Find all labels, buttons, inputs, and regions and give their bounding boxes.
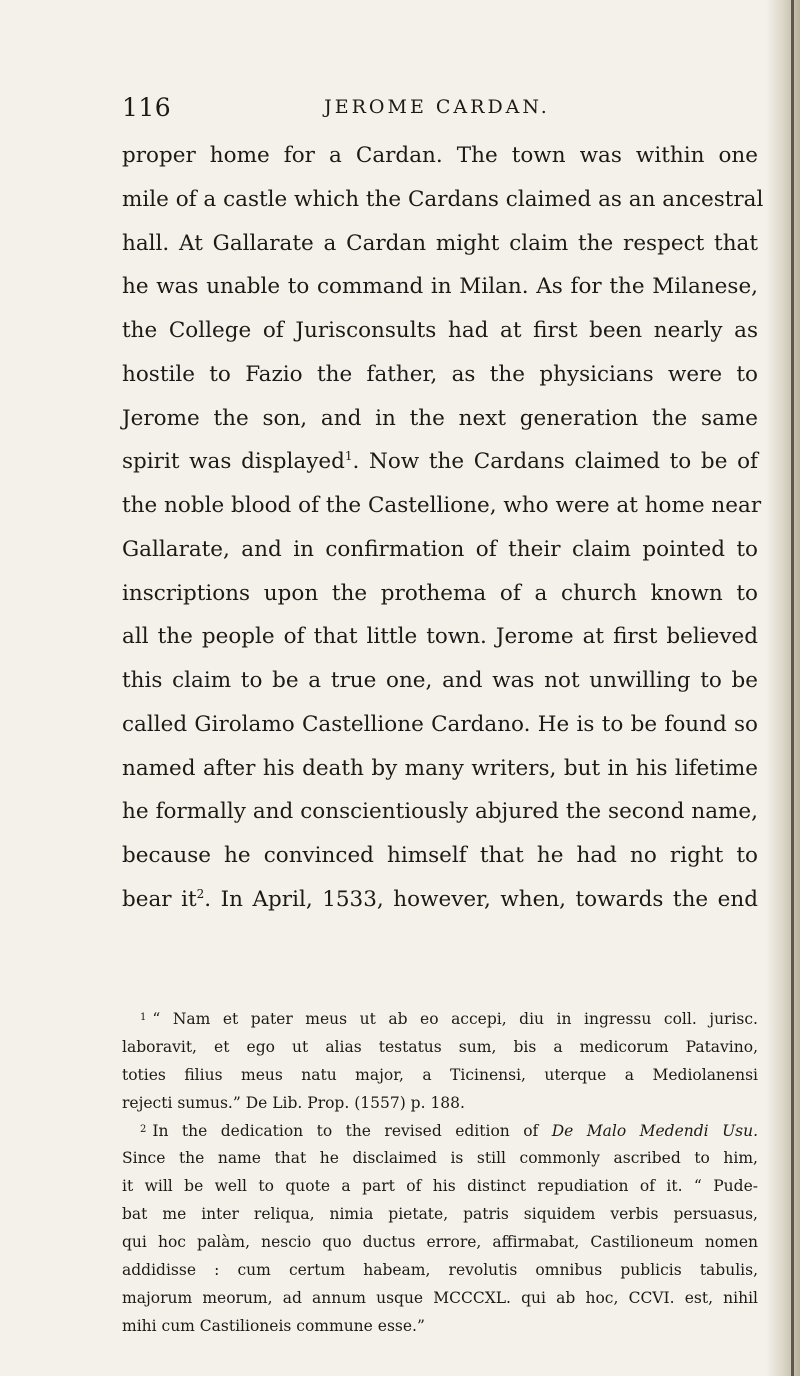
footnote-2-line: qui hoc palàm, nescio quo ductus errore, affirmabat, Castilioneum nomen bbox=[122, 1233, 758, 1252]
body-line-text: bear it bbox=[122, 886, 197, 912]
body-line: proper home for a Cardan. The town was within one bbox=[122, 143, 758, 168]
footnote-1-line bbox=[122, 1006, 758, 1034]
body-line: the noble blood of the Castellione, who were at home near bbox=[122, 493, 762, 518]
footnote-2-text: In the dedication to the revised edition of bbox=[152, 1121, 552, 1140]
footnote-2-mark: 2 bbox=[140, 1123, 147, 1135]
footnote-2-line: bat me inter reliqua, nimia pietate, patris siquidem verbis persuasus, bbox=[122, 1205, 758, 1224]
page-number: 116 bbox=[122, 93, 172, 122]
footnote-2-line: majorum meorum, ad annum usque MCCCXL. qui ab hoc, CCVI. est, nihil bbox=[122, 1288, 758, 1307]
body-line: called Girolamo Castellione Cardano. He is to be found so bbox=[122, 711, 758, 737]
body-line: named after his death by many writers, but in his lifetime bbox=[122, 755, 758, 781]
body-line: Jerome the son, and in the next generation the same bbox=[122, 405, 758, 431]
footnote-2-line: addidisse : cum certum habeam, revolutis omnibus publicis tabulis, bbox=[122, 1261, 758, 1280]
footnote-1-line: rejecti sumus.” De Lib. Prop. (1557) p. 188. bbox=[122, 1093, 465, 1112]
footnotes bbox=[122, 1006, 758, 1341]
footnote-2-title: De Malo Medendi Usu. bbox=[551, 1121, 758, 1140]
footnote-2-line: Since the name that he disclaimed is still commonly ascribed to him, bbox=[122, 1149, 758, 1168]
body-text bbox=[122, 134, 764, 922]
body-line: all the people of that little town. Jerome at first believed bbox=[122, 624, 758, 650]
running-head: JEROME CARDAN. bbox=[324, 96, 550, 118]
footnote-2-line: it will be well to quote a part of his distinct repudiation of it. “ Pude- bbox=[122, 1177, 758, 1196]
footnote-1-line: toties filius meus natu major, a Ticinensi, uterque a Mediolanensi bbox=[122, 1065, 758, 1084]
body-line: mile of a castle which the Cardans claimed as an ancestral bbox=[122, 186, 764, 212]
body-line: inscriptions upon the prothema of a church known to bbox=[122, 580, 758, 606]
footnote-2-line: mihi cum Castilioneis commune esse.” bbox=[122, 1316, 425, 1335]
page-edge-line bbox=[791, 0, 794, 1376]
footnote-ref-1: 1 bbox=[344, 449, 353, 464]
body-line: because he convinced himself that he had no right to bbox=[122, 843, 758, 868]
body-line-text: spirit was displayed bbox=[122, 449, 345, 475]
body-line-with-footnote-ref bbox=[122, 878, 758, 922]
body-line: Gallarate, and in confirmation of their claim pointed to bbox=[122, 536, 758, 562]
body-line: he was unable to command in Milan. As for the Milanese, bbox=[122, 274, 758, 300]
body-line: the College of Jurisconsults had at first been nearly as bbox=[122, 318, 758, 343]
body-line: hostile to Fazio the father, as the physicians were to bbox=[122, 361, 758, 387]
body-line-tail: . Now the Cardans claimed to be of bbox=[352, 449, 759, 475]
body-line: hall. At Gallarate a Cardan might claim the respect that bbox=[122, 230, 758, 256]
page-header bbox=[122, 93, 732, 127]
footnote-1-text: “ Nam et pater meus ut ab eo accepi, diu in ingressu coll. jurisc. bbox=[152, 1010, 758, 1028]
footnote-ref-2: 2 bbox=[196, 886, 205, 901]
body-line-tail: . In April, 1533, however, when, towards the end bbox=[204, 886, 759, 912]
body-line: he formally and conscientiously abjured the second name, bbox=[122, 799, 758, 825]
footnote-1-line: laboravit, et ego ut alias testatus sum, bis a medicorum Patavino, bbox=[122, 1037, 758, 1056]
page-edge-shadow bbox=[766, 0, 800, 1376]
body-line: this claim to be a true one, and was not unwilling to be bbox=[122, 668, 758, 693]
footnote-1-mark: 1 bbox=[140, 1012, 147, 1023]
footnote-2-line bbox=[122, 1118, 758, 1146]
body-line-with-footnote-ref bbox=[122, 440, 758, 484]
